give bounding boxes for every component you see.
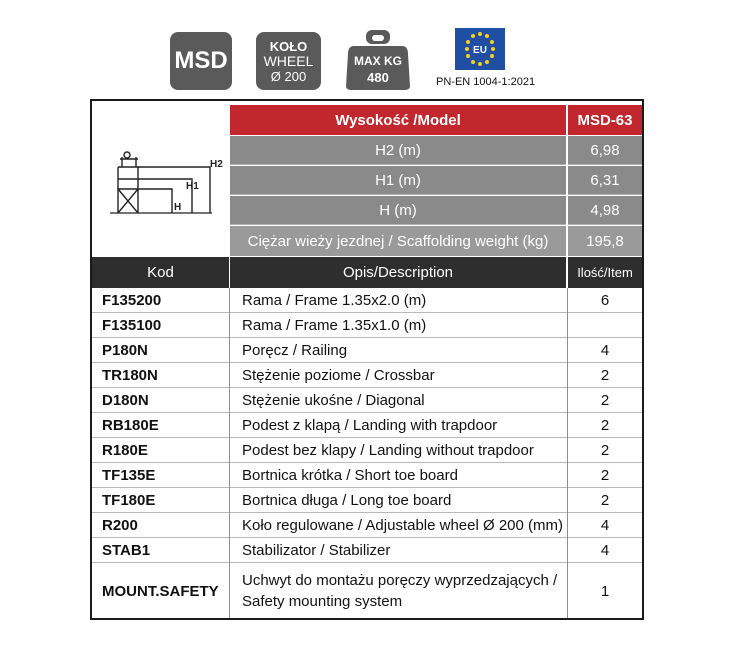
- part-quantity: 4: [600, 542, 610, 559]
- part-quantity: 2: [600, 492, 610, 509]
- max-weight-label: MAX KG: [354, 54, 402, 68]
- part-description: Koło regulowane / Adjustable wheel Ø 200 (mm): [242, 517, 564, 534]
- part-description: Stabilizator / Stabilizer: [242, 542, 391, 559]
- part-description-line2: Safety mounting system: [242, 593, 403, 610]
- column-divider: [567, 105, 568, 288]
- column-divider: [567, 288, 568, 618]
- column-header-code: Kod: [92, 257, 229, 288]
- eu-flag-icon: [455, 28, 505, 70]
- part-code: R180E: [102, 442, 148, 459]
- part-code: R200: [102, 517, 138, 534]
- part-quantity-mount-safety: 1: [600, 582, 610, 600]
- part-quantity: 4: [600, 342, 610, 359]
- part-description: Podest bez klapy / Landing without trapdoor: [242, 442, 534, 459]
- wheel-badge: [256, 32, 321, 90]
- spec-header-label: Wysokość /Model: [230, 105, 566, 135]
- msd-badge-label: MSD: [174, 47, 228, 74]
- part-code-mount-safety: MOUNT.SAFETY: [102, 582, 219, 600]
- spec-row-h2-label: H2 (m): [230, 136, 566, 165]
- max-weight-badge: [344, 28, 412, 92]
- msd-badge: [170, 32, 232, 90]
- part-code: F135100: [102, 317, 162, 334]
- part-description: Podest z klapą / Landing with trapdoor: [242, 417, 498, 434]
- part-quantity: 2: [600, 442, 610, 459]
- spec-row-h-label: H (m): [230, 196, 566, 225]
- column-header-quantity: Ilość/Item: [568, 257, 642, 288]
- spec-row-h-value: 4,98: [568, 196, 642, 225]
- part-description-line1: Uchwyt do montażu poręczy wyprzedzających /: [242, 572, 558, 589]
- label-h2: H2: [210, 159, 223, 170]
- part-quantity: 2: [600, 417, 610, 434]
- part-description: Rama / Frame 1.35x1.0 (m): [242, 317, 427, 334]
- part-code: D180N: [102, 392, 149, 409]
- part-quantity: [568, 313, 642, 338]
- spec-model: MSD-63: [568, 105, 642, 135]
- spec-row-weight-value: 195,8: [568, 226, 642, 256]
- part-description: Bortnica krótka / Short toe board: [242, 467, 458, 484]
- scaffold-diagram: [92, 101, 230, 256]
- spec-row-h1-value: 6,31: [568, 166, 642, 195]
- part-code: F135200: [102, 292, 162, 309]
- part-quantity: 4: [600, 517, 610, 534]
- spec-row-h1-label: H1 (m): [230, 166, 566, 195]
- part-code: P180N: [102, 342, 148, 359]
- scaffold-icon: [92, 101, 230, 256]
- part-description: Stężenie ukośne / Diagonal: [242, 392, 425, 409]
- spec-row-h2-value: 6,98: [568, 136, 642, 165]
- spec-table: [90, 99, 644, 620]
- part-description: Bortnica długa / Long toe board: [242, 492, 452, 509]
- part-code: TR180N: [102, 367, 158, 384]
- part-quantity: 2: [600, 467, 610, 484]
- column-header-description: Opis/Description: [230, 257, 566, 288]
- part-code: TF180E: [102, 492, 156, 509]
- column-divider: [229, 105, 230, 288]
- wheel-badge-line3: Ø 200: [270, 68, 307, 84]
- column-divider: [229, 288, 230, 618]
- label-h: H: [174, 202, 182, 213]
- wheel-badge-line1: KOŁO: [269, 38, 308, 54]
- eu-flag-label: EU: [473, 45, 487, 56]
- part-quantity: 2: [600, 367, 610, 384]
- spec-row-weight-label: Ciężar wieży jezdnej / Scaffolding weight (kg): [230, 226, 566, 256]
- wheel-badge-line2: WHEEL: [263, 52, 314, 69]
- part-code: STAB1: [102, 542, 151, 559]
- part-code: RB180E: [102, 417, 159, 434]
- norm-label: PN-EN 1004-1:2021: [436, 76, 536, 88]
- part-description: Stężenie poziome / Crossbar: [242, 367, 435, 384]
- part-description-mount-safety: [230, 564, 566, 618]
- part-quantity: 2: [600, 392, 610, 409]
- row-divider: [92, 562, 642, 563]
- max-weight-value: 480: [367, 70, 389, 85]
- part-code: TF135E: [102, 467, 156, 484]
- part-quantity: 6: [600, 292, 610, 309]
- part-description: Rama / Frame 1.35x2.0 (m): [242, 292, 427, 309]
- part-description: Poręcz / Railing: [242, 342, 348, 359]
- label-h1: H1: [186, 181, 199, 192]
